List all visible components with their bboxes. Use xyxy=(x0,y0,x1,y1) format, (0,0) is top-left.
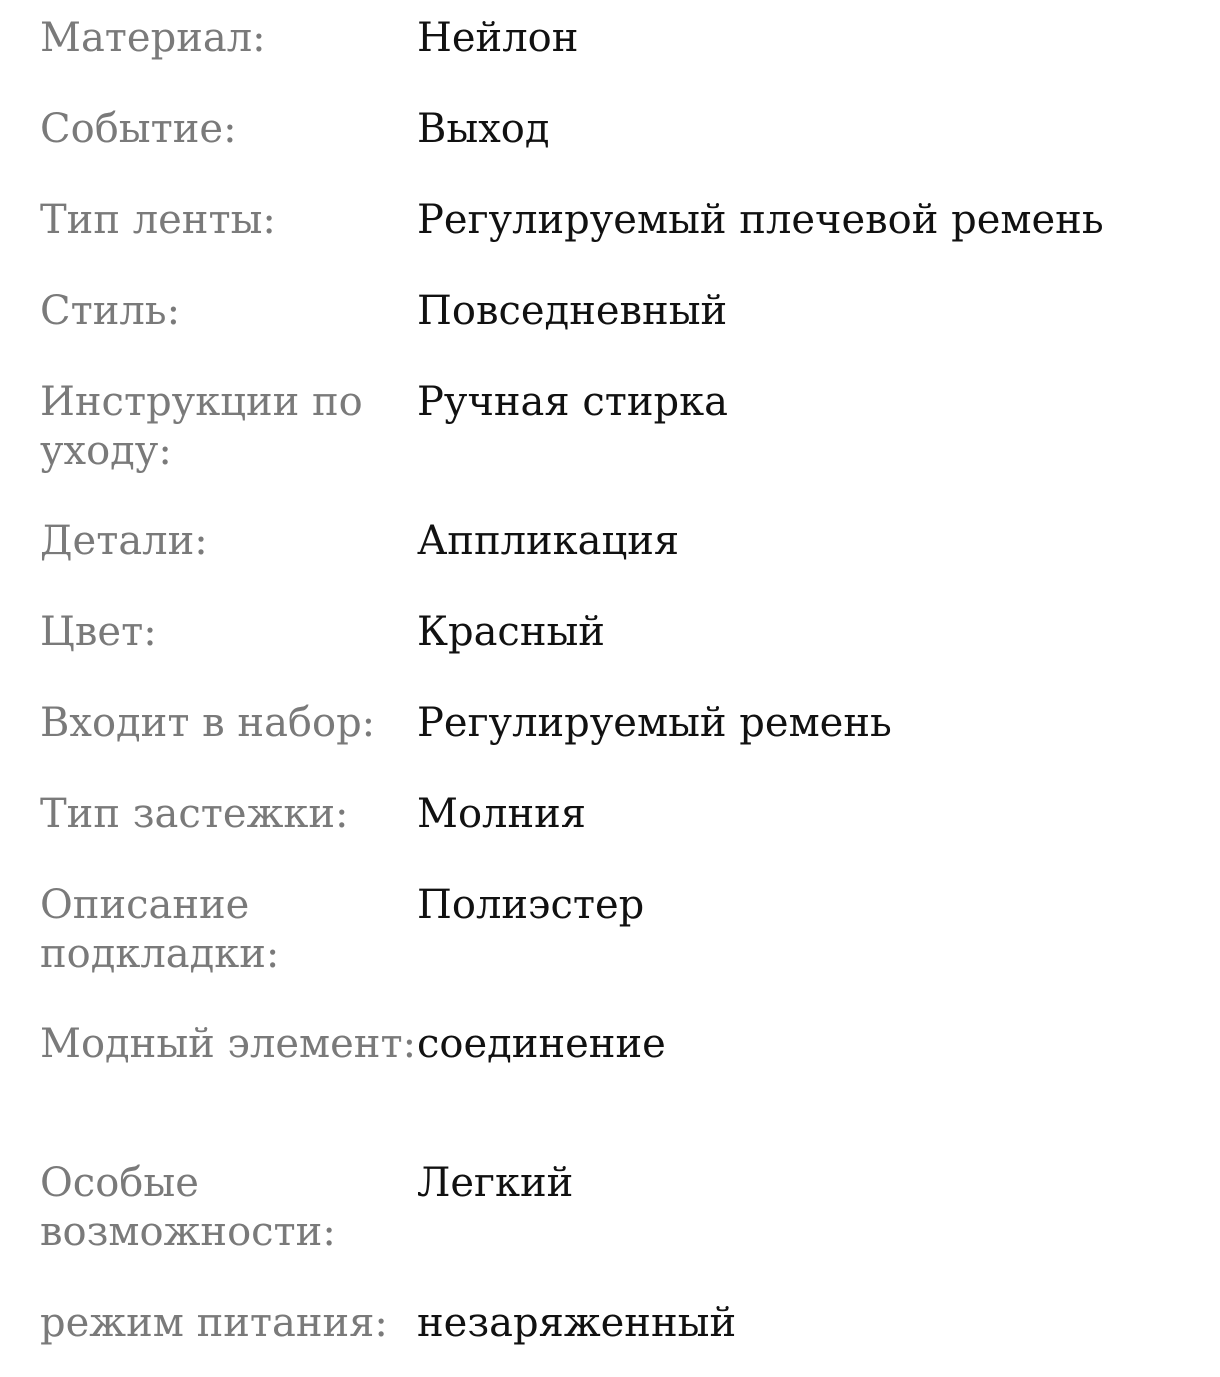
spec-value: Молния xyxy=(417,791,587,837)
spec-row-special-features xyxy=(40,1159,1200,1299)
spec-label: Событие: xyxy=(40,106,237,152)
spec-value: Легкий xyxy=(417,1160,574,1206)
spec-value: Ручная стирка xyxy=(417,379,728,425)
spec-label: режим питания: xyxy=(40,1300,388,1346)
spec-value: Регулируемый ремень xyxy=(417,700,892,746)
spec-value: Полиэстер xyxy=(417,882,645,928)
spec-row-material xyxy=(40,14,1200,105)
spec-row-strap-type xyxy=(40,196,1200,287)
spec-label: Детали: xyxy=(40,518,208,564)
spec-value: Аппликация xyxy=(417,518,680,564)
spec-label: Инструкции по уходу: xyxy=(40,379,363,474)
spec-row-lining xyxy=(40,881,1200,1020)
spec-label: Описание подкладки: xyxy=(40,882,280,977)
spec-row-power-mode xyxy=(40,1299,1200,1359)
spec-label: Модный элемент: xyxy=(40,1021,417,1067)
spec-label: Особые возможности: xyxy=(40,1160,336,1255)
spec-value: незаряженный xyxy=(417,1300,737,1346)
spec-row-fashion-element xyxy=(40,1020,1200,1159)
spec-label: Входит в набор: xyxy=(40,700,376,746)
spec-value: Повседневный xyxy=(417,288,728,334)
spec-row-included xyxy=(40,699,1200,790)
spec-row-care-instructions xyxy=(40,378,1200,517)
spec-value: Выход xyxy=(417,106,550,152)
spec-row-style xyxy=(40,287,1200,378)
spec-value: Красный xyxy=(417,609,605,655)
spec-label: Цвет: xyxy=(40,609,157,655)
spec-value: Нейлон xyxy=(417,15,579,61)
spec-value: соединение xyxy=(417,1021,666,1067)
spec-value: Регулируемый плечевой ремень xyxy=(417,197,1104,243)
spec-row-details xyxy=(40,517,1200,608)
spec-label: Тип застежки: xyxy=(40,791,349,837)
spec-row-color xyxy=(40,608,1200,699)
product-specs-list xyxy=(40,14,1200,1359)
spec-row-occasion xyxy=(40,105,1200,196)
spec-row-closure-type xyxy=(40,790,1200,881)
spec-label: Тип ленты: xyxy=(40,197,276,243)
spec-label: Материал: xyxy=(40,15,266,61)
spec-label: Стиль: xyxy=(40,288,181,334)
